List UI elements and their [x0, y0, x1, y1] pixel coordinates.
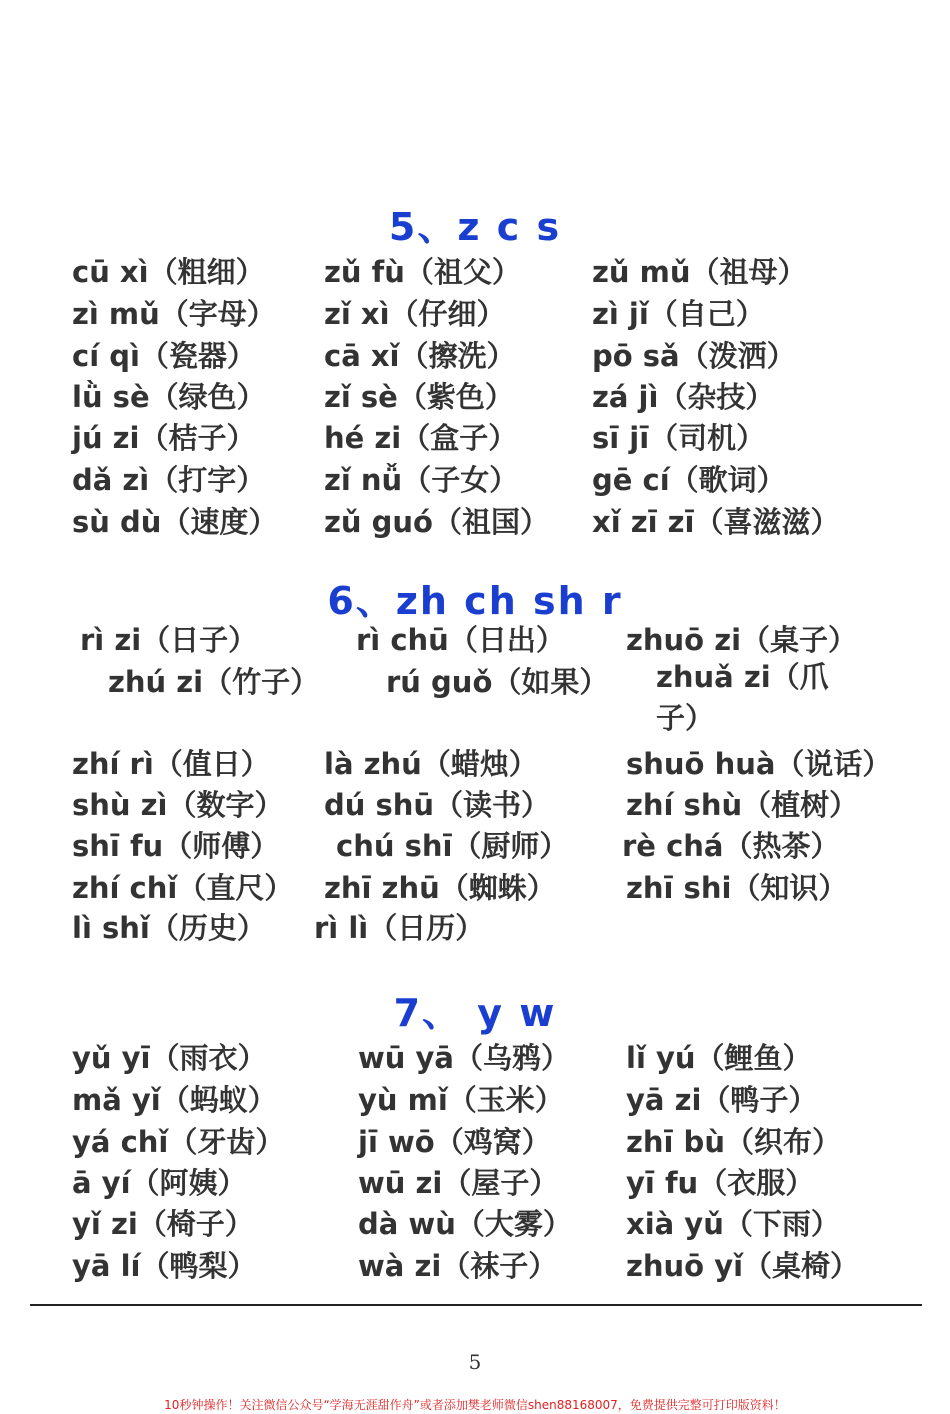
section-5-row-5-col-2: hé zi（盒子） [324, 421, 518, 455]
section-5-row-5-col-3: sī jī（司机） [592, 421, 766, 455]
section-6-row-1-col-2: rì chū（日出） [356, 623, 565, 657]
section-5-row-6-col-3: gē cí（歌词） [592, 463, 786, 497]
section-6-row-6-col-2: zhī zhū（蜘蛛） [324, 871, 556, 905]
section-6-row-4-col-3: zhí shù（植树） [626, 788, 859, 822]
section-5-row-7-col-1: sù dù（速度） [72, 505, 278, 539]
section-5-row-5-col-1: jú zi（桔子） [72, 421, 256, 455]
section-6-row-5-col-2: chú shī（厨师） [336, 829, 569, 863]
section-5-row-2-col-1: zì mǔ（字母） [72, 297, 276, 331]
section-5-row-3-col-1: cí qì（瓷器） [72, 339, 256, 373]
section-7-row-2-col-1: mǎ yǐ（蚂蚁） [72, 1083, 277, 1117]
section-5-row-1-col-3: zǔ mǔ（祖母） [592, 255, 807, 289]
section-5-row-6-col-1: dǎ zì（打字） [72, 463, 266, 497]
section-6-row-3-col-3: shuō huà（说话） [626, 747, 892, 781]
section-7-row-1-col-1: yǔ yī（雨衣） [72, 1041, 267, 1075]
section-7-row-5-col-3: xià yǔ（下雨） [626, 1207, 840, 1241]
section-6-row-4-col-1: shù zì（数字） [72, 788, 284, 822]
section-7-row-6-col-2: wà zi（袜子） [358, 1249, 558, 1283]
section-5-row-1-col-1: cū xì（粗细） [72, 255, 265, 289]
section-5-row-3-col-3: pō sǎ（泼洒） [592, 339, 796, 373]
section-5-row-4-col-2: zǐ sè（紫色） [324, 380, 514, 414]
section-6-row-6-col-1: zhí chǐ（直尺） [72, 871, 294, 905]
section-7-row-2-col-2: yù mǐ（玉米） [358, 1083, 564, 1117]
section-7-row-5-col-2: dà wù（大雾） [358, 1207, 572, 1241]
section-5-row-7-col-3: xǐ zī zī（喜滋滋） [592, 505, 840, 539]
section-6-row-7-col-2: rì lì（日历） [314, 911, 485, 945]
section-7-row-1-col-3: lǐ yú（鲤鱼） [626, 1041, 812, 1075]
section-5-row-4-col-1: lǜ sè（绿色） [72, 380, 266, 414]
section-6-row-5-col-3: rè chá（热茶） [622, 829, 840, 863]
section-6-heading: 6、zh ch sh r [327, 579, 623, 623]
section-6-row-6-col-3: zhī shi（知识） [626, 871, 848, 905]
section-5-row-7-col-2: zǔ guó（祖国） [324, 505, 549, 539]
section-5-row-4-col-3: zá jì（杂技） [592, 380, 775, 414]
section-7-heading: 7、 y w [393, 991, 557, 1035]
section-5-row-2-col-2: zǐ xì（仔细） [324, 297, 506, 331]
section-5-row-1-col-2: zǔ fù（祖父） [324, 255, 521, 289]
footer-notice: 10秒钟操作！关注微信公众号“学海无涯甜作舟”或者添加樊老师微信shen88168007，免费提供完整可打印版资料！ [164, 1398, 786, 1412]
section-6-row-3-col-1: zhí rì（值日） [72, 747, 270, 781]
section-7-row-6-col-1: yā lí（鸭梨） [72, 1249, 257, 1283]
section-6-row-3-col-2: là zhú（蜡烛） [324, 747, 538, 781]
section-6-row-2-col-1: zhú zi（竹子） [108, 665, 320, 699]
section-7-row-2-col-3: yā zi（鸭子） [626, 1083, 818, 1117]
section-6-row-2-col-3: zhuǎ zi（爪子） [656, 660, 829, 735]
horizontal-rule [30, 1304, 922, 1306]
section-6-row-1-col-3: zhuō zi（桌子） [626, 623, 858, 657]
section-7-row-3-col-1: yá chǐ（牙齿） [72, 1125, 285, 1159]
section-6-row-7-col-1: lì shǐ（历史） [72, 911, 266, 945]
section-5-heading: 5、z c s [388, 205, 562, 249]
section-5-row-6-col-2: zǐ nǚ（子女） [324, 463, 519, 497]
section-7-row-4-col-2: wū zi（屋子） [358, 1166, 559, 1200]
section-5-row-2-col-3: zì jǐ（自己） [592, 297, 765, 331]
section-6-row-1-col-1: rì zi（日子） [80, 623, 258, 657]
section-7-row-5-col-1: yǐ zi（椅子） [72, 1207, 254, 1241]
section-5-row-3-col-2: cā xǐ（擦洗） [324, 339, 516, 373]
section-7-row-1-col-2: wū yā（乌鸦） [358, 1041, 571, 1075]
section-7-row-4-col-1: ā yí（阿姨） [72, 1166, 247, 1200]
section-6-row-2-col-2: rú guǒ（如果） [386, 665, 609, 699]
section-6-row-4-col-2: dú shū（读书） [324, 788, 551, 822]
section-7-row-4-col-3: yī fu（衣服） [626, 1166, 815, 1200]
page-number: 5 [468, 1350, 482, 1374]
section-7-row-3-col-3: zhī bù（织布） [626, 1125, 841, 1159]
section-7-row-3-col-2: jī wō（鸡窝） [358, 1125, 551, 1159]
section-6-row-5-col-1: shī fu（师傅） [72, 829, 280, 863]
section-7-row-6-col-3: zhuō yǐ（桌椅） [626, 1249, 860, 1283]
